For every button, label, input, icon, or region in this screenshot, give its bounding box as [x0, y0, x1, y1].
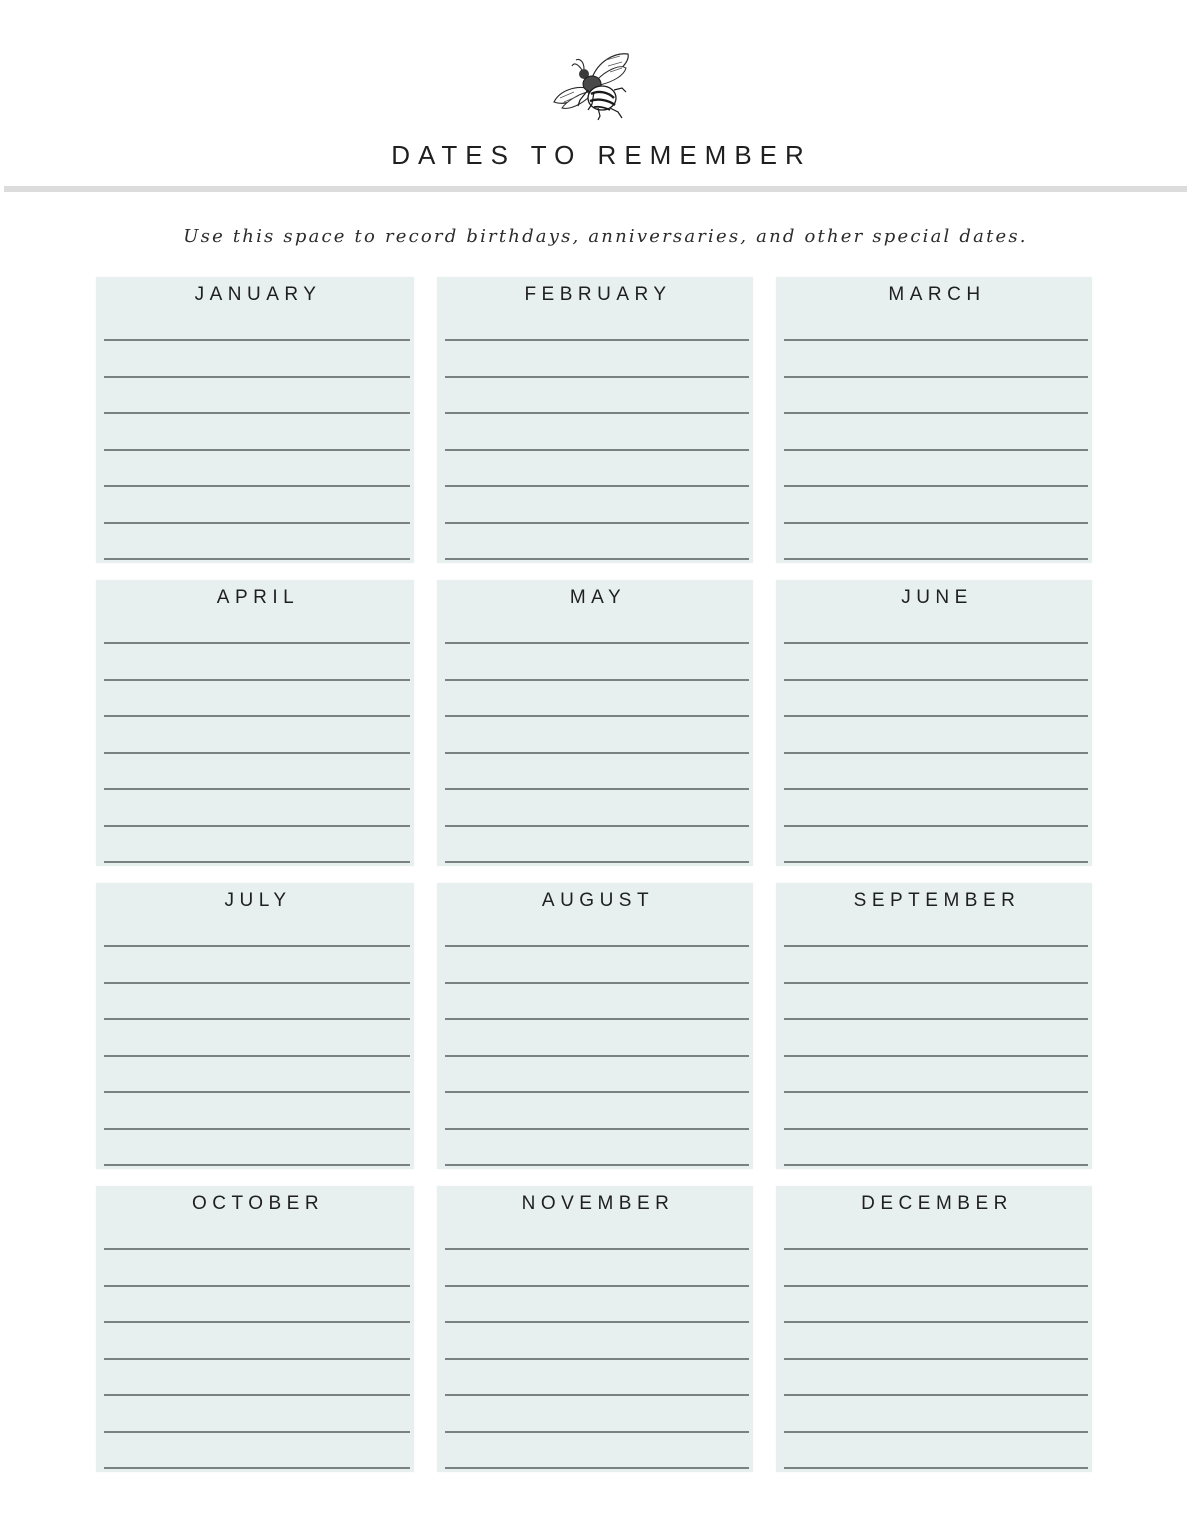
entry-line[interactable]	[104, 1018, 410, 1020]
entry-line[interactable]	[445, 485, 749, 487]
entry-line[interactable]	[104, 1321, 410, 1323]
entry-line[interactable]	[784, 1164, 1088, 1166]
entry-lines	[784, 339, 1088, 595]
entry-line[interactable]	[104, 825, 410, 827]
entry-lines	[104, 339, 410, 595]
entry-line[interactable]	[784, 1467, 1088, 1469]
month-panel-july	[96, 883, 414, 1169]
entry-line[interactable]	[104, 642, 410, 644]
entry-line[interactable]	[104, 449, 410, 451]
entry-line[interactable]	[445, 1055, 749, 1057]
month-name: OCTOBER	[191, 1193, 325, 1214]
entry-line[interactable]	[784, 1321, 1088, 1323]
page-title: DATES TO REMEMBER	[391, 140, 812, 170]
entry-line[interactable]	[445, 982, 749, 984]
entry-line[interactable]	[445, 1321, 749, 1323]
entry-line[interactable]	[445, 1285, 749, 1287]
entry-line[interactable]	[104, 715, 410, 717]
month-panel-august	[437, 883, 753, 1169]
entry-line[interactable]	[445, 1248, 749, 1250]
month-name: NOVEMBER	[521, 1193, 675, 1214]
entry-line[interactable]	[784, 1431, 1088, 1433]
month-panel-october	[96, 1186, 414, 1472]
month-panel-february	[437, 277, 753, 563]
entry-lines	[104, 945, 410, 1201]
entry-line[interactable]	[104, 1128, 410, 1130]
entry-line[interactable]	[784, 1358, 1088, 1360]
entry-line[interactable]	[784, 1091, 1088, 1093]
entry-line[interactable]	[104, 982, 410, 984]
entry-line[interactable]	[784, 1285, 1088, 1287]
entry-line[interactable]	[445, 522, 749, 524]
month-panel-january	[96, 277, 414, 563]
entry-line[interactable]	[445, 1018, 749, 1020]
entry-line[interactable]	[104, 1285, 410, 1287]
month-panel-june	[776, 580, 1092, 866]
entry-line[interactable]	[104, 1055, 410, 1057]
entry-line[interactable]	[445, 945, 749, 947]
entry-line[interactable]	[104, 376, 410, 378]
month-panel-december	[776, 1186, 1092, 1472]
entry-lines	[104, 642, 410, 898]
entry-line[interactable]	[445, 339, 749, 341]
entry-line[interactable]	[784, 1248, 1088, 1250]
entry-lines	[784, 1248, 1088, 1504]
month-name: SEPTEMBER	[853, 890, 1021, 911]
entry-line[interactable]	[445, 679, 749, 681]
entry-line[interactable]	[445, 1358, 749, 1360]
month-name: MAY	[569, 587, 627, 608]
entry-line[interactable]	[784, 715, 1088, 717]
entry-line[interactable]	[445, 752, 749, 754]
entry-line[interactable]	[104, 788, 410, 790]
entry-line[interactable]	[445, 642, 749, 644]
entry-lines	[445, 1248, 749, 1504]
month-name: MARCH	[888, 284, 986, 305]
months-grid	[96, 277, 1092, 1472]
entry-line[interactable]	[104, 679, 410, 681]
entry-line[interactable]	[784, 1018, 1088, 1020]
entry-line[interactable]	[445, 1431, 749, 1433]
entry-line[interactable]	[445, 1467, 749, 1469]
entry-line[interactable]	[445, 412, 749, 414]
entry-line[interactable]	[445, 1128, 749, 1130]
month-name: JUNE	[901, 587, 973, 608]
entry-line[interactable]	[104, 1164, 410, 1166]
entry-line[interactable]	[104, 558, 410, 560]
entry-line[interactable]	[784, 752, 1088, 754]
month-panel-november	[437, 1186, 753, 1472]
entry-line[interactable]	[784, 522, 1088, 524]
entry-line[interactable]	[445, 861, 749, 863]
month-panel-april	[96, 580, 414, 866]
entry-lines	[445, 642, 749, 898]
entry-line[interactable]	[445, 1164, 749, 1166]
header-divider	[4, 186, 1187, 192]
entry-line[interactable]	[104, 752, 410, 754]
entry-line[interactable]	[104, 1467, 410, 1469]
month-name: JANUARY	[194, 284, 322, 305]
entry-line[interactable]	[104, 412, 410, 414]
entry-line[interactable]	[784, 1128, 1088, 1130]
entry-lines	[445, 339, 749, 595]
entry-line[interactable]	[784, 376, 1088, 378]
entry-line[interactable]	[104, 861, 410, 863]
entry-line[interactable]	[445, 715, 749, 717]
month-name: JULY	[224, 890, 292, 911]
entry-line[interactable]	[445, 558, 749, 560]
entry-line[interactable]	[104, 1431, 410, 1433]
entry-line[interactable]	[104, 522, 410, 524]
entry-line[interactable]	[784, 1394, 1088, 1396]
entry-line[interactable]	[445, 825, 749, 827]
entry-line[interactable]	[445, 788, 749, 790]
entry-line[interactable]	[104, 1091, 410, 1093]
entry-line[interactable]	[104, 1248, 410, 1250]
month-name: FEBRUARY	[524, 284, 672, 305]
month-name: AUGUST	[541, 890, 655, 911]
page-subtitle: Use this space to record birthdays, anniversaries, and other special dates.	[183, 226, 1028, 247]
entry-lines	[784, 642, 1088, 898]
entry-line[interactable]	[784, 679, 1088, 681]
entry-line[interactable]	[104, 1358, 410, 1360]
entry-line[interactable]	[784, 788, 1088, 790]
entry-line[interactable]	[445, 1394, 749, 1396]
entry-line[interactable]	[104, 339, 410, 341]
entry-line[interactable]	[784, 1055, 1088, 1057]
month-name: DECEMBER	[861, 1193, 1013, 1214]
bee-icon	[548, 48, 634, 122]
entry-line[interactable]	[784, 339, 1088, 341]
entry-line[interactable]	[784, 825, 1088, 827]
entry-lines	[445, 945, 749, 1201]
entry-line[interactable]	[784, 861, 1088, 863]
entry-line[interactable]	[445, 376, 749, 378]
entry-line[interactable]	[784, 642, 1088, 644]
entry-line[interactable]	[104, 1394, 410, 1396]
entry-lines	[784, 945, 1088, 1201]
entry-line[interactable]	[104, 485, 410, 487]
month-panel-may	[437, 580, 753, 866]
entry-line[interactable]	[445, 1091, 749, 1093]
entry-line[interactable]	[784, 412, 1088, 414]
month-name: APRIL	[216, 587, 300, 608]
entry-line[interactable]	[784, 982, 1088, 984]
entry-line[interactable]	[784, 558, 1088, 560]
entry-lines	[104, 1248, 410, 1504]
entry-line[interactable]	[104, 945, 410, 947]
entry-line[interactable]	[784, 449, 1088, 451]
entry-line[interactable]	[445, 449, 749, 451]
month-panel-september	[776, 883, 1092, 1169]
entry-line[interactable]	[784, 945, 1088, 947]
month-panel-march	[776, 277, 1092, 563]
entry-line[interactable]	[784, 485, 1088, 487]
